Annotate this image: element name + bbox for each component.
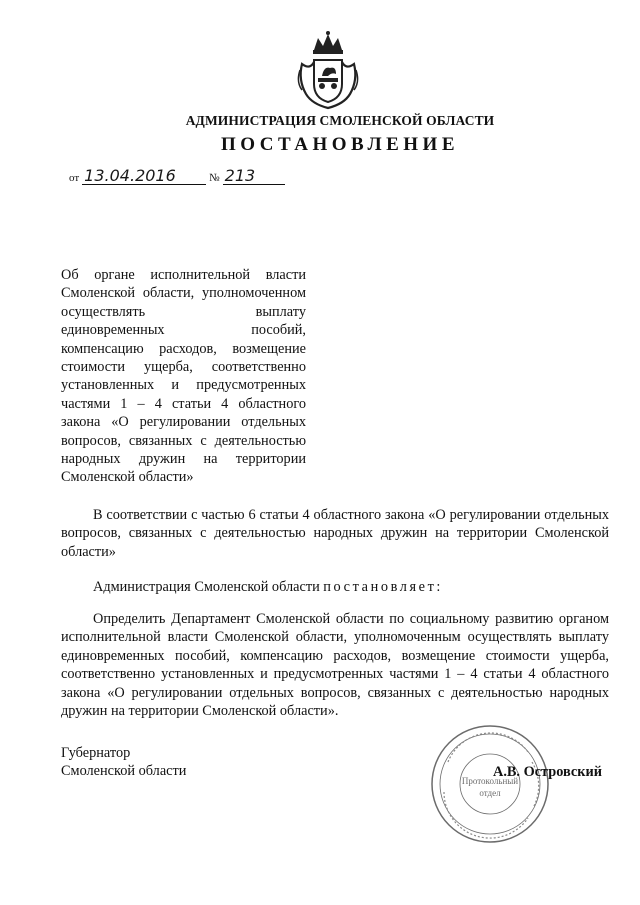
signer-position-line1: Губернатор [61,745,131,761]
stamp-text-line2: отдел [479,788,501,798]
stamp-text-line1: Протокольный [461,776,519,786]
registration-line [66,168,285,185]
signer-name: А.В. Островский [493,764,602,780]
decree-line [93,578,443,596]
date-value: 13.04.2016 [82,168,206,185]
signer-position-line2: Смоленской области [61,763,187,780]
organization-name: АДМИНИСТРАЦИЯ СМОЛЕНСКОЙ ОБЛАСТИ [185,113,495,128]
decree-subject: Администрация Смоленской области [93,579,320,595]
resolution-paragraph: Определить Департамент Смоленской области по социальному развитию органом исполнительной власти Смоленской области, уполномоченным осуществлять выплату единовременных пособий, компенсацию расходов, возмещение стоимости ущерба, соответственно установленных и предусмотренных частями 1 – 4 статьи 4 областного закона «О регулировании отдельных вопросов, связанных с деятельностью народных дружин на территории Смоленской области». [61,611,609,720]
round-stamp-icon [428,722,552,846]
preamble-paragraph: В соответствии с частью 6 статьи 4 областного закона «О регулировании отдельных вопросов, связанных с деятельностью народных дружин на территории Смоленской области» [61,507,609,560]
date-prefix: от [69,172,80,184]
number-prefix: № [209,172,220,184]
decree-verb: постановляет: [323,579,444,595]
signer-position [61,744,186,781]
document-type: ПОСТАНОВЛЕНИЕ [220,134,460,155]
document-subject: Об органе исполнительной власти Смоленской области, уполномоченном осуществлять выплату единовременных пособий, компенсацию расходов, возмещение стоимости ущерба, соответственно установленных и предусмотренных частями 1 – 4 статьи 4 областного закона «О регулировании отдельных вопросов, связанных с деятельностью народных дружин на территории Смоленской области» [61,267,306,486]
coat-of-arms-icon [296,30,360,110]
number-value: 213 [223,168,285,185]
